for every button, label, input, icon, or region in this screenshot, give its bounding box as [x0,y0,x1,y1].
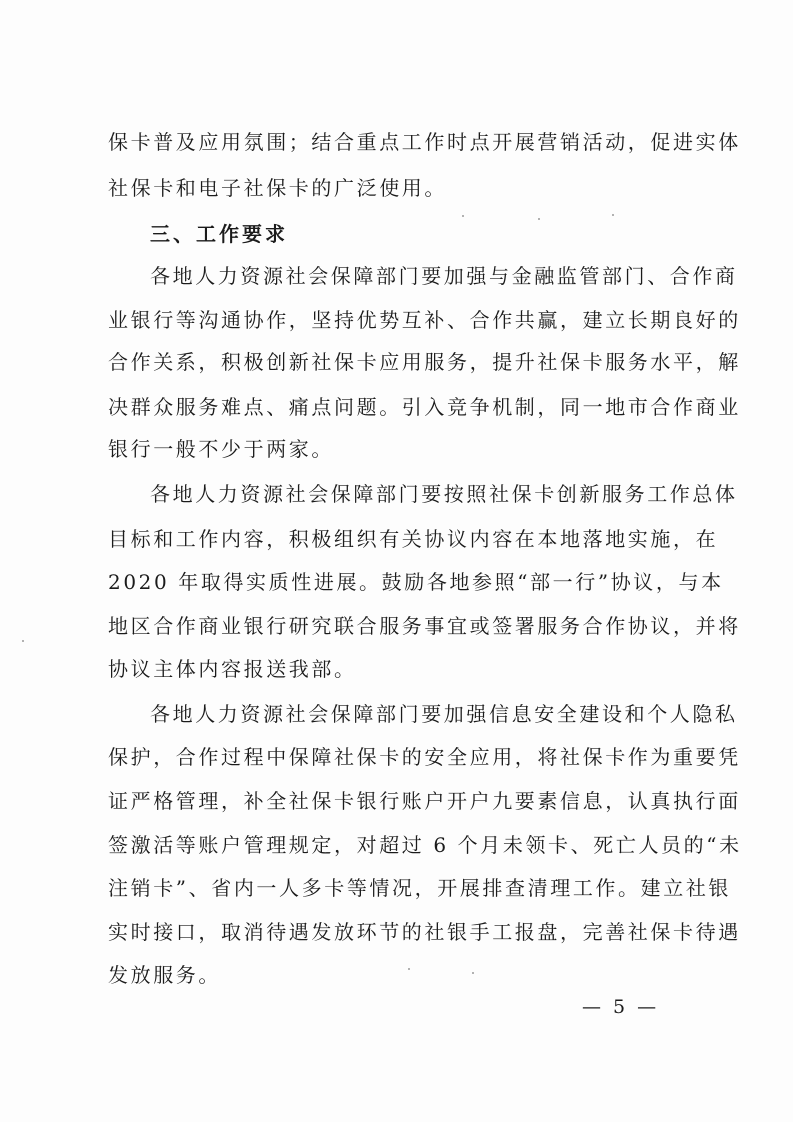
text-line: 签激活等账户管理规定，对超过 6 个月未领卡、死亡人员的“未 [108,833,742,857]
text-line: 地区合作商业银行研究联合服务事宜或签署服务合作协议，并将 [108,614,741,638]
scan-speck [472,972,474,974]
text-line: 社保卡和电子社保卡的广泛使用。 [108,176,447,200]
text-line: 2020 年取得实质性进展。鼓励各地参照“部一行”协议，与本 [108,570,724,594]
text-line: 业银行等沟通协作，坚持优势互补、合作共赢，建立长期良好的 [108,308,741,332]
scan-speck [612,214,614,216]
scan-speck [22,640,24,642]
text-line: 各地人力资源社会保障部门要加强与金融监管部门、合作商 [150,264,738,288]
text-line: 协议主体内容报送我部。 [108,657,357,681]
text-line: 决群众服务难点、痛点问题。引入竞争机制，同一地市合作商业 [108,395,741,419]
text-line: 各地人力资源社会保障部门要按照社保卡创新服务工作总体 [150,482,738,506]
text-line: 发放服务。 [108,963,221,987]
text-line: 证严格管理，补全社保卡银行账户开户九要素信息，认真执行面 [108,789,741,813]
page-number: — 5 — [582,996,660,1018]
text-line: 保护，合作过程中保障社保卡的安全应用，将社保卡作为重要凭 [108,745,741,769]
scan-speck [538,218,540,220]
text-line: 目标和工作内容，积极组织有关协议内容在本地落地实施，在 [108,527,719,551]
text-line: 银行一般不少于两家。 [108,437,334,461]
text-line: 保卡普及应用氛围；结合重点工作时点开展营销活动，促进实体 [108,130,741,154]
section-heading: 三、工作要求 [150,222,288,246]
text-line: 实时接口，取消待遇发放环节的社银手工报盘，完善社保卡待遇 [108,920,741,944]
text-line: 注销卡”、省内一人多卡等情况，开展排查清理工作。建立社银 [108,876,732,900]
text-line: 各地人力资源社会保障部门要加强信息安全建设和个人隐私 [150,702,738,726]
scan-speck [462,215,464,217]
text-line: 合作关系，积极创新社保卡应用服务，提升社保卡服务水平，解 [108,350,741,374]
scan-speck [408,968,410,970]
